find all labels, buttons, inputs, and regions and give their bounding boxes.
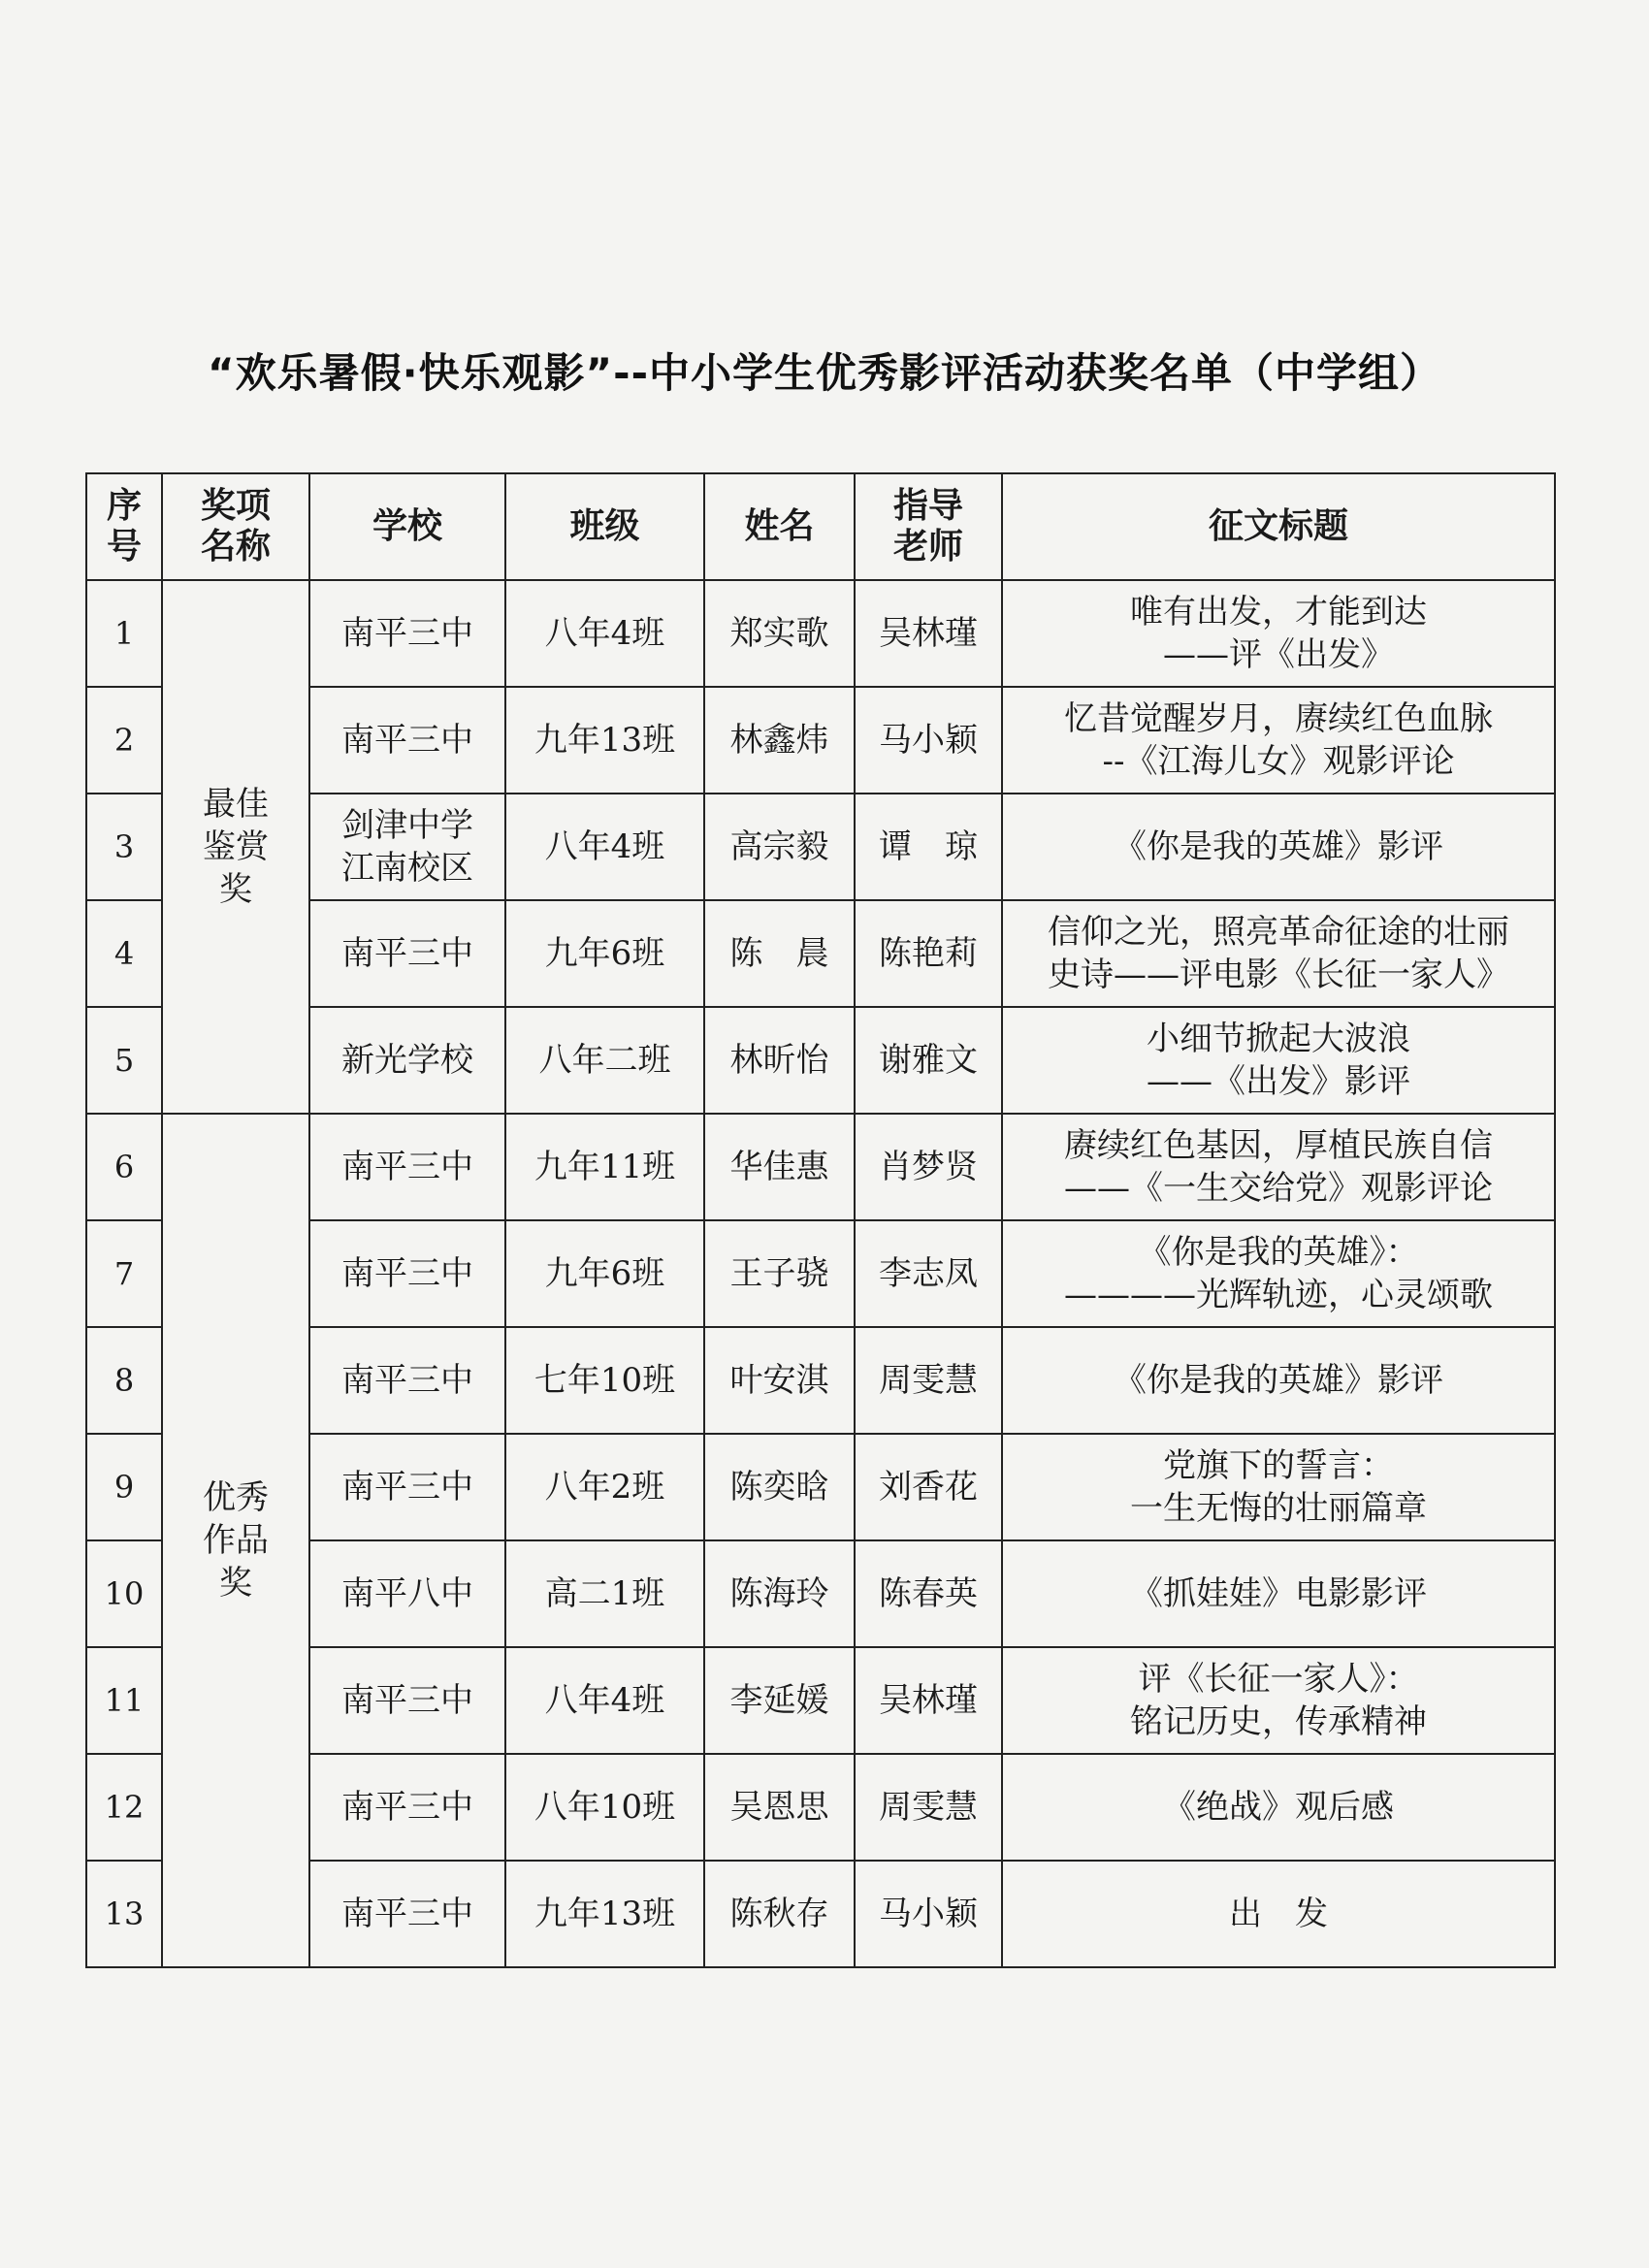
essay-title-cell <box>1002 1220 1555 1327</box>
class-cell: 九年6班 <box>505 1220 704 1327</box>
teacher-cell: 刘香花 <box>855 1434 1002 1540</box>
essay-title-line-1: 党旗下的誓言： <box>1163 1446 1394 1485</box>
award-table <box>85 472 1556 1968</box>
class-cell: 九年6班 <box>505 900 704 1007</box>
class-cell: 八年4班 <box>505 580 704 687</box>
student-name-cell: 华佳惠 <box>704 1114 855 1220</box>
class-cell: 八年2班 <box>505 1434 704 1540</box>
essay-title-line-1: 赓续红色基因，厚植民族自信 <box>1064 1126 1493 1165</box>
header-essay: 征文标题 <box>1002 473 1555 580</box>
school-cell: 南平三中 <box>309 687 505 794</box>
row-number: 3 <box>86 794 162 900</box>
essay-title-line-1: 忆昔觉醒岁月，赓续红色血脉 <box>1064 699 1493 738</box>
teacher-cell: 周雯慧 <box>855 1327 1002 1434</box>
class-cell: 七年10班 <box>505 1327 704 1434</box>
school-cell: 南平三中 <box>309 1327 505 1434</box>
teacher-cell: 吴林瑾 <box>855 1647 1002 1754</box>
essay-title-line-1: 唯有出发，才能到达 <box>1130 593 1427 632</box>
header-no: 序号 <box>86 473 162 580</box>
essay-title-line-2: ——评《出发》 <box>1163 635 1394 674</box>
table-row <box>86 1114 1555 1220</box>
essay-title-line-2: --《江海儿女》观影评论 <box>1102 742 1455 781</box>
school-cell: 南平八中 <box>309 1540 505 1647</box>
essay-title-line-1: 小细节掀起大波浪 <box>1147 1020 1410 1058</box>
class-cell: 九年13班 <box>505 687 704 794</box>
essay-title-line-2: 铭记历史，传承精神 <box>1130 1702 1427 1741</box>
row-number: 1 <box>86 580 162 687</box>
student-name-cell: 王子骁 <box>704 1220 855 1327</box>
essay-title-line-1: 评《长征一家人》： <box>1138 1660 1419 1699</box>
school-cell: 南平三中 <box>309 1220 505 1327</box>
essay-title-line-2: ————光辉轨迹，心灵颂歌 <box>1064 1276 1493 1314</box>
essay-title-cell <box>1002 1647 1555 1754</box>
class-cell: 八年10班 <box>505 1754 704 1861</box>
school-cell: 南平三中 <box>309 1861 505 1967</box>
row-number: 10 <box>86 1540 162 1647</box>
header-award: 奖项名称 <box>162 473 309 580</box>
table-row <box>86 580 1555 687</box>
essay-title-line-1: 《抓娃娃》电影影评 <box>1130 1574 1427 1613</box>
student-name-cell: 林昕怡 <box>704 1007 855 1114</box>
school-cell: 新光学校 <box>309 1007 505 1114</box>
essay-title-line-2: ——《出发》影评 <box>1147 1062 1410 1101</box>
school-cell: 南平三中 <box>309 1647 505 1754</box>
student-name-cell: 陈秋存 <box>704 1861 855 1967</box>
class-cell: 高二1班 <box>505 1540 704 1647</box>
header-school: 学校 <box>309 473 505 580</box>
essay-title-line-2: ——《一生交给党》观影评论 <box>1064 1169 1493 1208</box>
essay-title-cell <box>1002 900 1555 1007</box>
essay-title-line-1: 《你是我的英雄》： <box>1138 1233 1419 1272</box>
award-table-body <box>86 580 1555 1967</box>
student-name-cell: 林鑫炜 <box>704 687 855 794</box>
class-cell: 八年二班 <box>505 1007 704 1114</box>
teacher-cell: 谭 琼 <box>855 794 1002 900</box>
essay-title-cell <box>1002 1861 1555 1967</box>
header-row <box>86 473 1555 580</box>
row-number: 5 <box>86 1007 162 1114</box>
essay-title-line-1: 出 发 <box>1229 1895 1328 1933</box>
header-name: 姓名 <box>704 473 855 580</box>
essay-title-cell <box>1002 1007 1555 1114</box>
class-cell: 九年11班 <box>505 1114 704 1220</box>
teacher-cell: 李志凤 <box>855 1220 1002 1327</box>
teacher-cell: 谢雅文 <box>855 1007 1002 1114</box>
row-number: 11 <box>86 1647 162 1754</box>
school-cell: 南平三中 <box>309 1434 505 1540</box>
award-name-excellent: 优秀作品奖 <box>162 1114 309 1967</box>
school-cell: 南平三中 <box>309 580 505 687</box>
essay-title-line-2: 一生无悔的壮丽篇章 <box>1130 1489 1427 1528</box>
teacher-cell: 周雯慧 <box>855 1754 1002 1861</box>
teacher-cell: 吴林瑾 <box>855 580 1002 687</box>
essay-title-line-1: 《绝战》观后感 <box>1163 1788 1394 1827</box>
essay-title-cell <box>1002 1540 1555 1647</box>
teacher-cell: 陈艳莉 <box>855 900 1002 1007</box>
row-number: 4 <box>86 900 162 1007</box>
essay-title-line-1: 《你是我的英雄》影评 <box>1114 1361 1443 1400</box>
school-cell: 剑津中学江南校区 <box>309 794 505 900</box>
student-name-cell: 李延媛 <box>704 1647 855 1754</box>
header-teacher: 指导老师 <box>855 473 1002 580</box>
document-title: “欢乐暑假·快乐观影”--中小学生优秀影评活动获奖名单（中学组） <box>207 349 1442 397</box>
essay-title-cell <box>1002 1434 1555 1540</box>
row-number: 13 <box>86 1861 162 1967</box>
teacher-cell: 马小颖 <box>855 1861 1002 1967</box>
class-cell: 八年4班 <box>505 1647 704 1754</box>
row-number: 8 <box>86 1327 162 1434</box>
essay-title-cell <box>1002 687 1555 794</box>
header-class: 班级 <box>505 473 704 580</box>
essay-title-cell <box>1002 1114 1555 1220</box>
student-name-cell: 陈海玲 <box>704 1540 855 1647</box>
student-name-cell: 陈奕晗 <box>704 1434 855 1540</box>
essay-title-line-1: 信仰之光，照亮革命征途的壮丽 <box>1048 913 1509 952</box>
essay-title-line-2: 史诗——评电影《长征一家人》 <box>1048 956 1509 994</box>
row-number: 6 <box>86 1114 162 1220</box>
row-number: 2 <box>86 687 162 794</box>
school-cell: 南平三中 <box>309 1114 505 1220</box>
row-number: 7 <box>86 1220 162 1327</box>
student-name-cell: 高宗毅 <box>704 794 855 900</box>
row-number: 12 <box>86 1754 162 1861</box>
teacher-cell: 陈春英 <box>855 1540 1002 1647</box>
teacher-cell: 肖梦贤 <box>855 1114 1002 1220</box>
essay-title-cell <box>1002 1327 1555 1434</box>
essay-title-cell <box>1002 1754 1555 1861</box>
school-cell: 南平三中 <box>309 900 505 1007</box>
class-cell: 九年13班 <box>505 1861 704 1967</box>
student-name-cell: 陈 晨 <box>704 900 855 1007</box>
school-cell: 南平三中 <box>309 1754 505 1861</box>
student-name-cell: 郑实歌 <box>704 580 855 687</box>
award-name-best: 最佳鉴赏奖 <box>162 580 309 1114</box>
row-number: 9 <box>86 1434 162 1540</box>
essay-title-cell <box>1002 794 1555 900</box>
student-name-cell: 吴恩思 <box>704 1754 855 1861</box>
essay-title-cell <box>1002 580 1555 687</box>
student-name-cell: 叶安淇 <box>704 1327 855 1434</box>
class-cell: 八年4班 <box>505 794 704 900</box>
essay-title-line-1: 《你是我的英雄》影评 <box>1114 827 1443 866</box>
teacher-cell: 马小颖 <box>855 687 1002 794</box>
